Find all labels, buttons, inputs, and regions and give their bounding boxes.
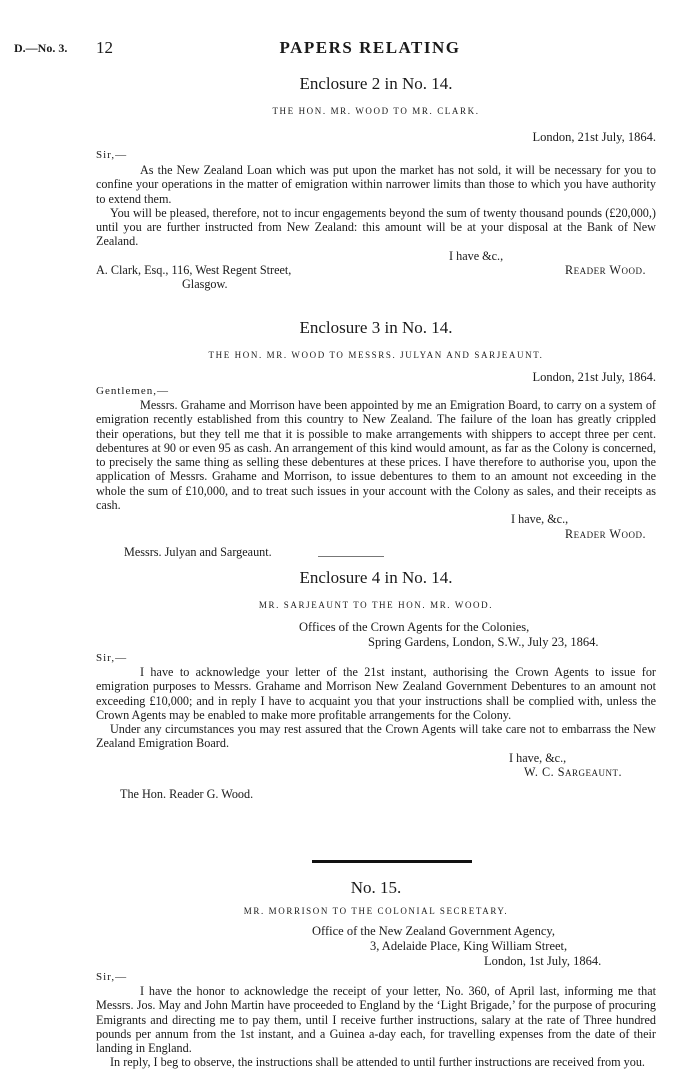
- enclosure-4-addressee: The Hon. Reader G. Wood.: [120, 787, 254, 802]
- enclosure-2-salutation: Sir,—: [96, 149, 128, 161]
- enclosure-2-closing: I have &c.,: [449, 248, 504, 263]
- no-15-from-to: MR. MORRISON TO THE COLONIAL SECRETARY.: [243, 906, 509, 916]
- enclosure-2-from-to: THE HON. MR. WOOD TO MR. CLARK.: [272, 106, 480, 116]
- enclosure-3-closing: I have, &c.,: [511, 512, 569, 527]
- heavy-divider: [312, 860, 472, 863]
- enclosure-2-paragraph-2: You will be pleased, therefore, not to incur engagements beyond the sum of twenty thousand pounds (£20,000,) until you are further instructed from New Zealand: this amount will be at your disposal at the Bank of New Zealand.: [96, 205, 656, 249]
- page-number: 12: [96, 38, 113, 57]
- enclosure-4-paragraph-2: Under any circumstances you may rest assured that the Crown Agents will take care not to embarrass the New Zealand Emigration Board.: [96, 722, 656, 751]
- enclosure-4: [96, 568, 656, 802]
- enclosure-4-signature: W. C. Sargeaunt.: [524, 765, 623, 780]
- enclosure-3-paragraph-1: Messrs. Grahame and Morrison have been appointed by me an Emigration Board, to carry on a system of emigration recently established from this country to New Zealand. The failure of the loan has greatly crippled their operations, but they tell me that it is possible to make arrangements with shippers to accept three per cent. debentures at 90 or even 95 as cash. An arrangement of this kind would amount, as far as the Colony is concerned, to precisely the same thing as selling these debentures at these prices. I have therefore to authorise you, upon the application of Messrs. Grahame and Morrison, to issue debentures to them to an amount not exceeding in the whole the sum of £10,000, and to treat such issues in your account with the Colony as sales, and their receipts as cash.: [96, 398, 656, 513]
- no-15-title: No. 15.: [350, 878, 402, 897]
- enclosure-4-salutation: Sir,—: [96, 652, 128, 664]
- section-divider: [318, 556, 384, 557]
- no-15-address-line-3: London, 1st July, 1864.: [484, 954, 602, 968]
- enclosure-3-signature: Reader Wood.: [564, 526, 646, 541]
- enclosure-3: [96, 318, 656, 559]
- no-15-salutation: Sir,—: [96, 971, 128, 983]
- enclosure-2-date: London, 21st July, 1864.: [532, 130, 656, 144]
- enclosure-3-date: London, 21st July, 1864.: [532, 370, 656, 384]
- enclosure-2-paragraph-1: As the New Zealand Loan which was put upon the market has not sold, it will be necessary for you to confine your operations in the matter of emigration within narrower limits than those to which you have authority to extend them.: [96, 163, 656, 206]
- enclosure-4-paragraph-1: I have to acknowledge your letter of the 21st instant, authorising the Crown Agents to issue for emigration purposes to Messrs. Grahame and Morrison New Zealand Government Debentures to an amount not exceeding £10,000; and in reply I have to acquaint you that your instructions shall be complied with, unless the Crown Agents may be enabled to make more profitable arrangements for the Colony.: [96, 665, 656, 722]
- letter-no-15: [96, 878, 656, 1070]
- enclosure-3-addressee: Messrs. Julyan and Sargeaunt.: [124, 544, 272, 559]
- no-15-paragraph-2: In reply, I beg to observe, the instructions shall be attended to until further instructions are received from you.: [110, 1055, 645, 1070]
- enclosure-3-title: Enclosure 3 in No. 14.: [299, 318, 453, 337]
- enclosure-4-address-line-2: Spring Gardens, London, S.W., July 23, 1864.: [368, 635, 599, 649]
- enclosure-2-title: Enclosure 2 in No. 14.: [299, 74, 453, 93]
- running-title: PAPERS RELATING: [279, 38, 461, 57]
- no-15-address-line-1: Office of the New Zealand Government Agency,: [312, 924, 555, 938]
- enclosure-4-closing: I have, &c.,: [509, 750, 567, 765]
- no-15-address-line-2: 3, Adelaide Place, King William Street,: [370, 939, 568, 953]
- enclosure-4-title: Enclosure 4 in No. 14.: [299, 568, 453, 587]
- enclosure-2-footer: [96, 263, 656, 293]
- enclosure-3-salutation: Gentlemen,—: [96, 385, 170, 397]
- document-reference: D.—No. 3.: [14, 41, 68, 55]
- enclosure-2: [96, 74, 656, 293]
- enclosure-2-addressee-line-1: A. Clark, Esq., 116, West Regent Street,: [96, 263, 292, 278]
- no-15-paragraph-1: I have the honor to acknowledge the receipt of your letter, No. 360, of April last, informing me that Messrs. Jos. May and John Martin have proceeded to England by the ‘Light Brigade,’ for the purpose of procuring Emigrants and directing me to pay them, until I receive further instructions, salary at the rate of Three hundred pounds per annum from the 1st instant, and a Guinea a-day each, for travelling expenses from the date of their landing in England.: [96, 984, 656, 1056]
- enclosure-2-addressee-line-2: Glasgow.: [182, 277, 228, 292]
- enclosure-4-from-to: MR. SARJEAUNT TO THE HON. MR. WOOD.: [258, 600, 494, 610]
- enclosure-2-signature: Reader Wood.: [564, 263, 646, 278]
- enclosure-4-address-line-1: Offices of the Crown Agents for the Colonies,: [299, 620, 530, 634]
- enclosure-3-from-to: THE HON. MR. WOOD TO MESSRS. JULYAN AND SARJEAUNT.: [208, 350, 544, 360]
